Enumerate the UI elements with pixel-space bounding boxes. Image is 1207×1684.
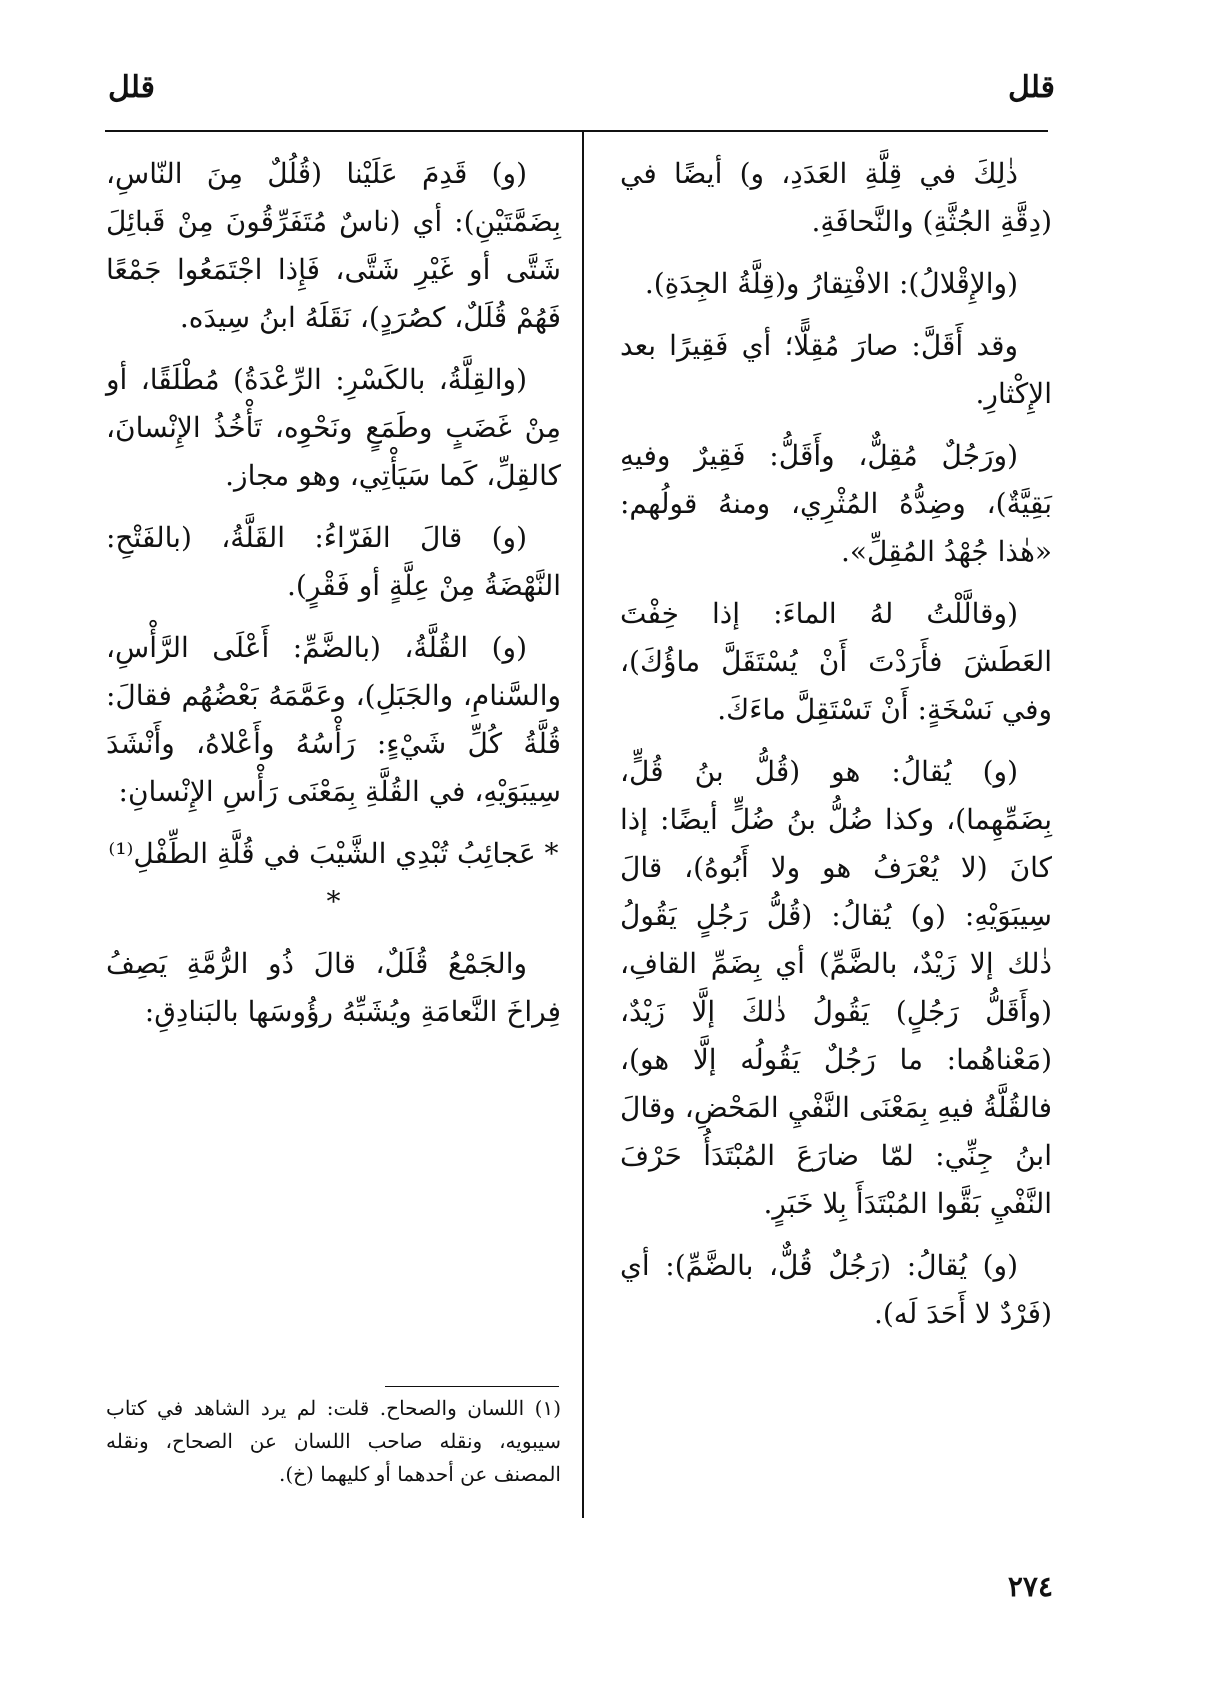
left-column <box>106 150 561 1050</box>
column-divider <box>582 131 584 1518</box>
header-entry-word-left: قلل <box>108 70 155 105</box>
paragraph: (والإِقْلالُ): الافْتِقارُ و(قِلَّةُ الجِدَةِ). <box>644 267 1018 300</box>
footnote-rule <box>385 1386 559 1387</box>
verse-line: * عَجائِبُ تُبْدِي الشَّيْبَ في قُلَّةِ الطِّفْلِ⁽¹⁾ * <box>108 837 559 918</box>
footnote: (١) اللسان والصحاح. قلت: لم يرد الشاهد في كتاب سيبويه، ونقله صاحب اللسان عن الصحاح، ونقله المصنف عن أحدهما أو كليهما (خ). <box>106 1396 561 1486</box>
paragraph: (و) القُلَّةُ، (بالضَّمِّ: أَعْلَى الرَّأْسِ، والسَّنامِ، والجَبَلِ)، وعَمَّمَهُ بَعْضُهُم فقالَ: قُلَّةُ كُلِّ شَيْءٍ: رَأْسُهُ وأَعْلاهُ، وأَنْشَدَ سِيبَوَيْهِ، في القُلَّةِ بِمَعْنَى رَأْسِ الإِنْسانِ: <box>106 631 561 808</box>
paragraph: وقد أَقَلَّ: صارَ مُقِلًّا؛ أي فَقِيرًا بعد الإِكْثارِ. <box>620 329 1052 410</box>
paragraph: (وقالَّلْتُ لهُ الماءَ: إذا خِفْتَ العَطَشَ فأَرَدْتَ أَنْ يُسْتَقَلَّ ماؤُكَ)، وفي نَسْخَةٍ: أَنْ تَسْتَقِلَّ ماءَكَ. <box>620 597 1052 726</box>
paragraph: ذٰلِكَ في قِلَّةِ العَدَدِ، و) أيضًا في (دِقَّةِ الجُثَّةِ) والنَّحافَةِ. <box>620 157 1052 238</box>
paragraph: (و) يُقالُ: (رَجُلٌ قُلٌّ، بالضَّمِّ): أي (فَرْدٌ لا أَحَدَ لَه). <box>620 1249 1052 1330</box>
paragraph: والجَمْعُ قُلَلٌ، قالَ ذُو الرُّمَّةِ يَصِفُ فِراخَ النَّعامَةِ ويُشَبِّهُ رؤُوسَها بالبَنادِقِ: <box>106 947 561 1028</box>
page-number: ٢٧٤ <box>1007 1570 1053 1603</box>
header-rule <box>105 130 1048 132</box>
header-entry-word-right: قلل <box>1008 70 1055 105</box>
paragraph: (و) قَدِمَ عَلَيْنا (قُلُلٌ مِنَ النّاسِ، بِضَمَّتَيْنِ): أي (ناسٌ مُتَفَرِّقُونَ مِنْ قَبائِلَ شَتَّى أو غَيْرِ شَتَّى، فَإِذا اجْتَمَعُوا جَمْعًا فَهُمْ قُلَلٌ، كصُرَدٍ)، نَقَلَهُ ابنُ سِيدَه. <box>106 157 561 334</box>
paragraph: (و) يُقالُ: هو (قُلُّ بنُ قُلٍّ، بِضَمِّهِما)، وكذا ضُلُّ بنُ ضُلٍّ أيضًا: إذا كانَ (لا يُعْرَفُ هو ولا أَبُوهُ)، قالَ سِيبَوَيْهِ: (و) يُقالُ: (قُلُّ رَجُلٍ يَقُولُ ذٰلك إلا زَيْدٌ، بالضَّمِّ) أي بِضَمِّ القافِ، (وأَقَلُّ رَجُلٍ) يَقُولُ ذٰلكَ إلَّا زَيْدٌ، (مَعْناهُما: ما رَجُلٌ يَقُولُه إلَّا هو)، فالقُلَّةُ فيهِ بِمَعْنَى النَّفْيِ المَحْضِ، وقالَ ابنُ جِنِّي: لمّا ضارَعَ المُبْتَدَأُ حَرْفَ النَّفْيِ بَقَّوا المُبْتَدَأَ بِلا خَبَرٍ. <box>620 755 1052 1220</box>
right-column <box>620 150 1052 1352</box>
paragraph: (ورَجُلٌ مُقِلٌّ، وأَقَلُّ: فَقِيرٌ وفيهِ بَقِيَّةٌ)، وضِدُّهُ المُثْرِي، ومنهُ قولُهم: «هٰذا جُهْدُ المُقِلِّ». <box>620 439 1052 568</box>
paragraph: (والقِلَّةُ، بالكَسْرِ: الرِّعْدَةُ) مُطْلَقًا، أو مِنْ غَضَبٍ وطَمَعٍ ونَحْوِه، تَأْخُذُ الإِنْسانَ، كالقِلِّ، كَما سَيَأْتِي، وهو مجاز. <box>106 363 561 492</box>
paragraph: (و) قالَ الفَرّاءُ: القَلَّةُ، (بالفَتْحِ: النَّهْضَةُ مِنْ عِلَّةٍ أو فَقْرٍ). <box>106 521 561 602</box>
